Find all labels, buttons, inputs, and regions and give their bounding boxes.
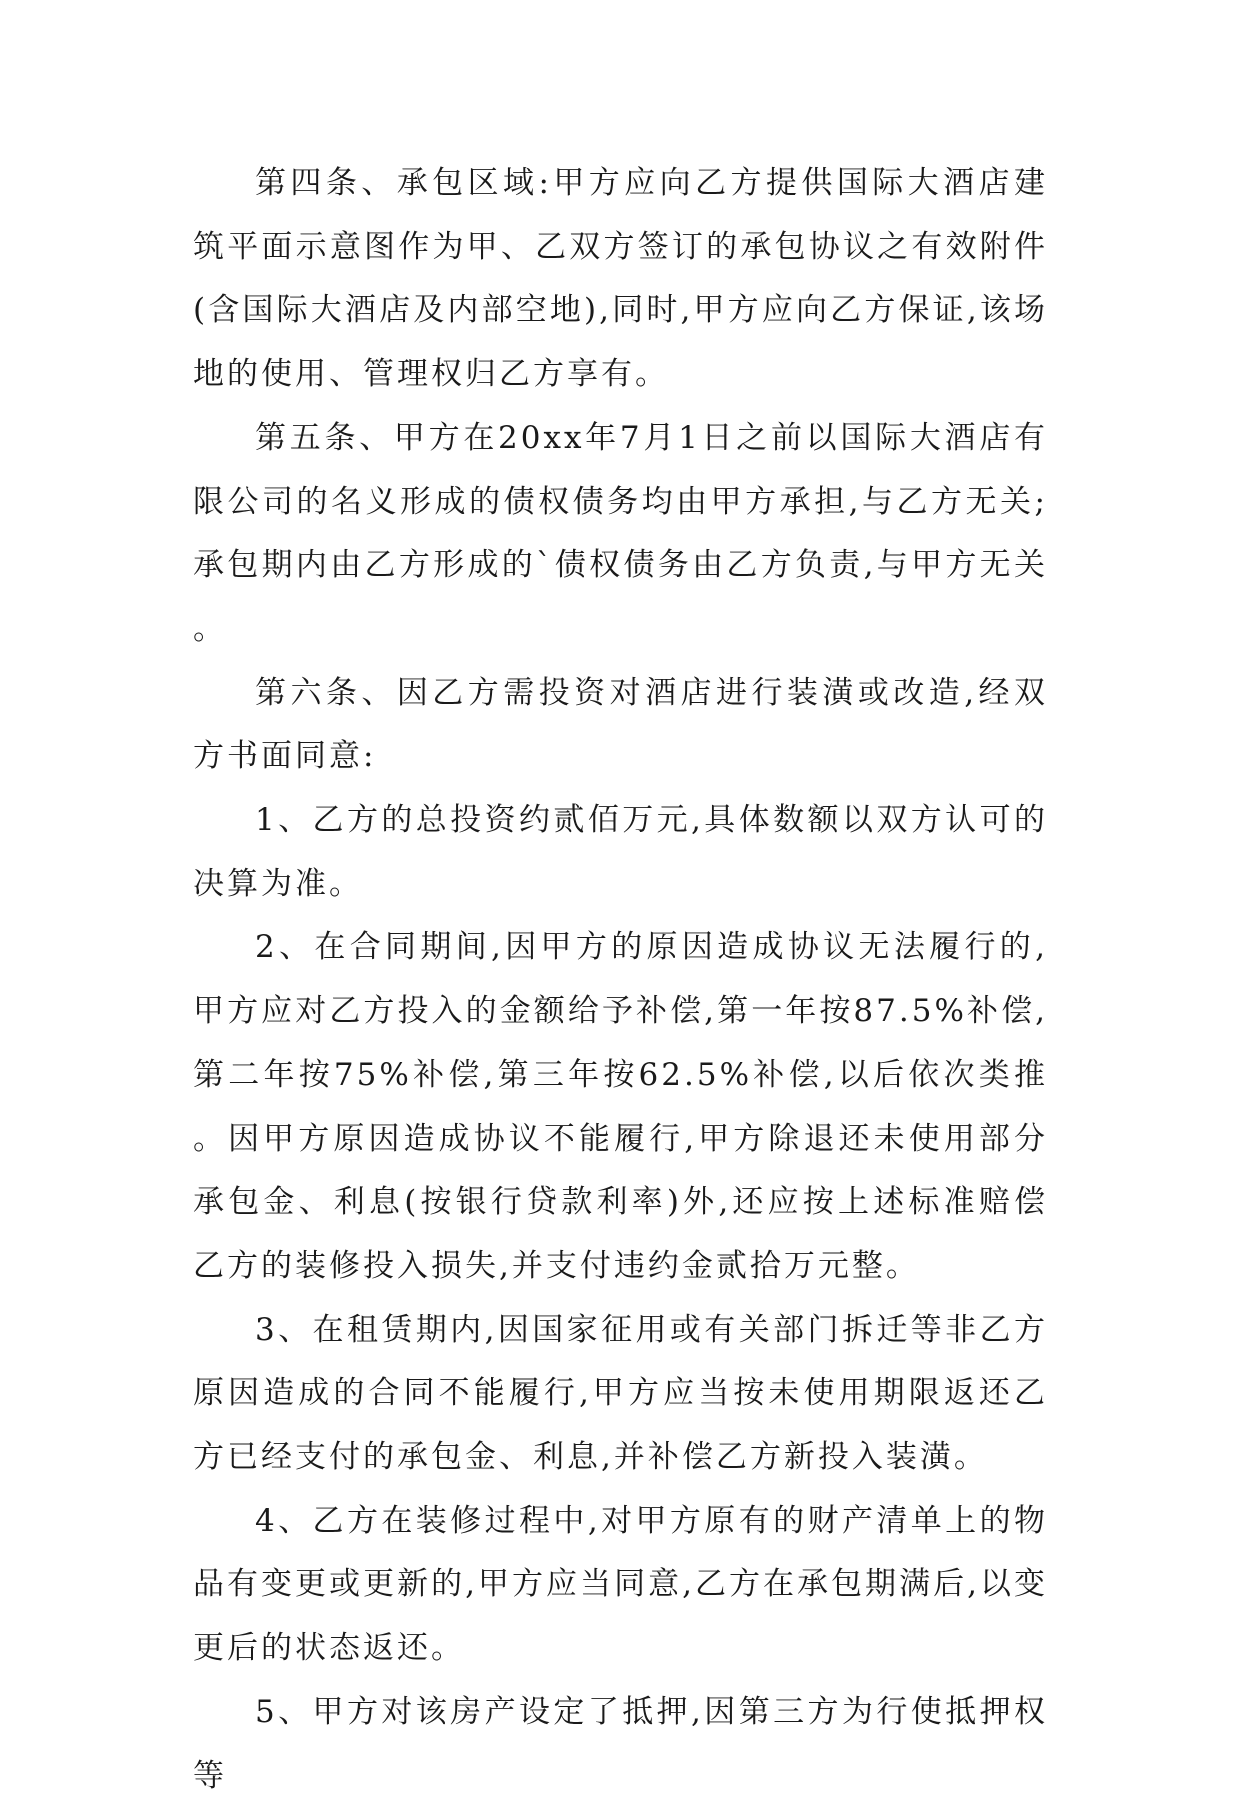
clause-4-paragraph: 第四条、承包区域:甲方应向乙方提供国际大酒店建筑平面示意图作为甲、乙双方签订的承包协议之有效附件(含国际大酒店及内部空地),同时,甲方应向乙方保证,该场地的使用、管理权归乙方享有。 — [193, 165, 1048, 393]
clause-6-item-1: 1、乙方的总投资约贰佰万元,具体数额以双方认可的决算为准。 — [193, 802, 1048, 902]
clause-6-item-2: 2、在合同期间,因甲方的原因造成协议无法履行的,甲方应对乙方投入的金额给予补偿,第一年按87.5%补偿,第二年按75%补偿,第三年按62.5%补偿,以后依次类推。因甲方原因造成协议不能履行,甲方除退还未使用部分承包金、利息(按银行贷款利率)外,还应按上述标准赔偿乙方的装修投入损失,并支付违约金贰拾万元整。 — [193, 929, 1048, 1284]
document-body — [193, 152, 1048, 1808]
clause-6-item-3: 3、在租赁期内,因国家征用或有关部门拆迁等非乙方原因造成的合同不能履行,甲方应当按未使用期限返还乙方已经支付的承包金、利息,并补偿乙方新投入装潢。 — [193, 1311, 1048, 1476]
clause-5-paragraph: 第五条、甲方在20xx年7月1日之前以国际大酒店有限公司的名义形成的债权债务均由甲方承担,与乙方无关;承包期内由乙方形成的`债权债务由乙方负责,与甲方无关。 — [193, 419, 1048, 647]
clause-6-item-4: 4、乙方在装修过程中,对甲方原有的财产清单上的物品有变更或更新的,甲方应当同意,乙方在承包期满后,以变更后的状态返还。 — [193, 1502, 1048, 1667]
clause-6-item-5: 5、甲方对该房产设定了抵押,因第三方为行使抵押权等 — [193, 1693, 1048, 1794]
clause-6-paragraph: 第六条、因乙方需投资对酒店进行装潢或改造,经双方书面同意: — [193, 674, 1048, 775]
